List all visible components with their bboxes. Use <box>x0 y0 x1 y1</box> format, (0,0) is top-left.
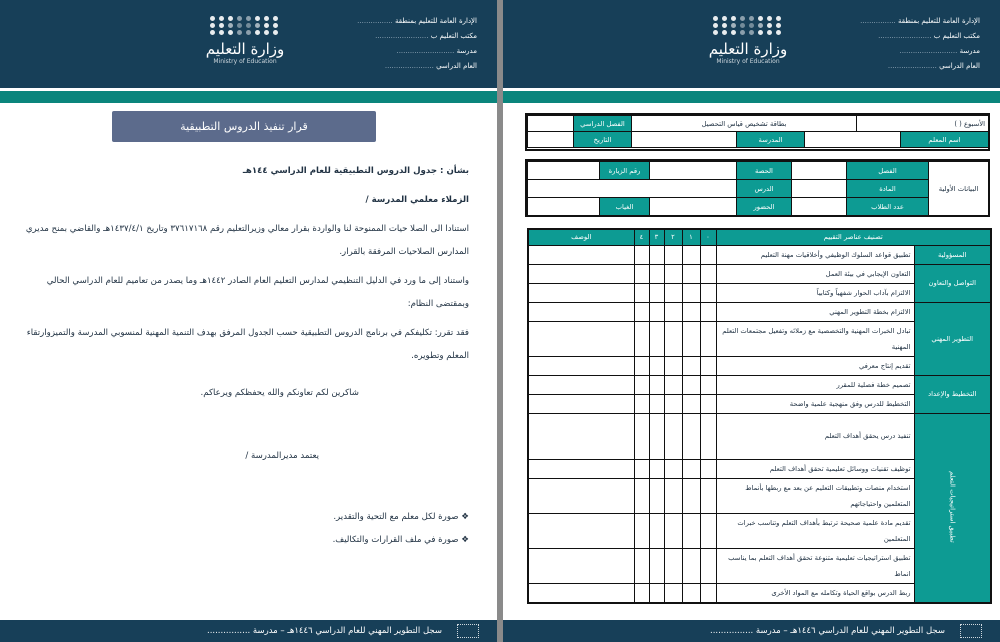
score-cell[interactable] <box>649 321 664 356</box>
score-cell[interactable] <box>634 302 649 321</box>
description-cell[interactable] <box>528 283 634 302</box>
ministry-logo <box>205 16 285 65</box>
score-cell[interactable] <box>634 245 649 264</box>
table-row <box>528 302 991 321</box>
right-page <box>503 0 1000 642</box>
category-label: التطوير المهني <box>931 334 974 343</box>
score-cell[interactable] <box>682 302 700 321</box>
score-cell[interactable] <box>649 394 664 413</box>
subject-label: المادة <box>847 180 929 198</box>
criterion: تطبيق استراتيجيات تعليمية متنوعة تحقق أهداف التعلم بما يناسب انماط <box>716 548 914 583</box>
description-cell[interactable] <box>528 513 634 548</box>
score-cell[interactable] <box>634 583 649 603</box>
score-cell[interactable] <box>664 478 682 513</box>
footer-text: سجل التطوير المهني للعام الدراسي ١٤٤٦هـ – مدرسة ................ <box>710 626 945 636</box>
score-cell[interactable] <box>634 548 649 583</box>
score-cell[interactable] <box>664 245 682 264</box>
score-cell[interactable] <box>634 513 649 548</box>
score-cell[interactable] <box>634 394 649 413</box>
score-cell[interactable] <box>664 356 682 375</box>
page-header <box>0 0 497 88</box>
criterion: الالتزام بخطة التطوير المهني <box>716 302 914 321</box>
category-label: المسؤولية <box>937 250 967 259</box>
score-cell[interactable] <box>664 583 682 603</box>
lesson-field[interactable] <box>528 180 737 198</box>
school-field[interactable] <box>632 132 737 148</box>
score-cell[interactable] <box>649 459 664 478</box>
score-cell[interactable] <box>700 356 716 375</box>
criterion: تقديم إنتاج معرفي <box>716 356 914 375</box>
score-cell[interactable] <box>634 283 649 302</box>
description-cell[interactable] <box>528 302 634 321</box>
teacher-field[interactable] <box>805 132 901 148</box>
category-label: التخطيط والإعداد <box>928 390 977 398</box>
score-cell[interactable] <box>649 283 664 302</box>
criterion: الالتزام بآداب الحوار شفهياً وكتابياً <box>716 283 914 302</box>
description-cell[interactable] <box>528 245 634 264</box>
page-header <box>503 0 1000 88</box>
header-band <box>503 91 1000 103</box>
copy-item: ❖ صورة في ملف القرارات والتكاليف. <box>332 535 469 545</box>
logo-text: وزارة التعليم <box>708 40 788 58</box>
students-label: عدد الطلاب <box>847 198 929 216</box>
left-page <box>0 0 497 642</box>
score-cell[interactable] <box>700 394 716 413</box>
score-cell[interactable] <box>664 321 682 356</box>
logo-text: وزارة التعليم <box>205 40 285 58</box>
description-cell[interactable] <box>528 264 634 283</box>
score-cell[interactable] <box>682 478 700 513</box>
score-cell[interactable] <box>649 245 664 264</box>
table-row <box>528 375 991 394</box>
category-cell <box>914 413 991 603</box>
copy-text: صورة لكل معلم مع التحية والتقدير. <box>333 512 459 522</box>
score-cell[interactable] <box>682 321 700 356</box>
subject-line: بشأن : جدول الدروس التطبيقية للعام الدراسي ١٤٤هـ <box>242 166 469 176</box>
score-cell[interactable] <box>682 413 700 459</box>
criterion: التخطيط للدرس وفق منهجية علمية واضحة <box>716 394 914 413</box>
score-cell[interactable] <box>664 548 682 583</box>
criterion: تقديم مادة علمية صحيحة ترتبط بأهداف التعلم وتناسب خبرات المتعلمين <box>716 513 914 548</box>
date-label: التاريخ <box>574 132 632 148</box>
score-cell[interactable] <box>664 394 682 413</box>
header-info: الإدارة العامة للتعليم بمنطقة ................ مكتب التعليم ب ........................ مدرسة .......................... العام الدراسي ...................... <box>357 17 477 70</box>
score-cell[interactable] <box>649 513 664 548</box>
score-cell[interactable] <box>700 264 716 283</box>
score-header: ٤ <box>634 229 649 245</box>
score-cell[interactable] <box>649 375 664 394</box>
present-label: الحضور <box>737 198 792 216</box>
score-cell[interactable] <box>682 548 700 583</box>
score-cell[interactable] <box>700 321 716 356</box>
criterion: استخدام منصات وتطبيقات التعليم عن بعد مع ربطها بأنماط المتعلمين واحتياجاتهم <box>716 478 914 513</box>
score-cell[interactable] <box>649 548 664 583</box>
score-cell[interactable] <box>682 394 700 413</box>
decision-body <box>24 160 469 552</box>
score-cell[interactable] <box>700 283 716 302</box>
score-cell[interactable] <box>634 459 649 478</box>
header-line: الإدارة العامة للتعليم بمنطقة <box>395 17 477 25</box>
score-cell[interactable] <box>634 375 649 394</box>
page-footer <box>0 620 497 642</box>
score-cell[interactable] <box>700 413 716 459</box>
score-cell[interactable] <box>700 548 716 583</box>
score-cell[interactable] <box>682 264 700 283</box>
header-line: مدرسة <box>456 47 477 55</box>
score-cell[interactable] <box>682 459 700 478</box>
footer-logo <box>960 624 982 638</box>
semester-field[interactable] <box>528 116 574 132</box>
score-cell[interactable] <box>682 375 700 394</box>
copy-item: ❖ صورة لكل معلم مع التحية والتقدير. <box>333 512 469 522</box>
period-label: الحصة <box>737 162 792 180</box>
score-cell[interactable] <box>634 413 649 459</box>
paragraph: استنادا الى الصلا حيات الممنوحة لنا والواردة بقرار معالي وزيرالتعليم رقم ٣٧٦١٧١٦٨ وتاريخ ١٤٣٧/٤/١هـ والقاضي بمنح مديري المدارس الصلاحيات المرفقة بالقرار. <box>25 224 469 257</box>
criterion: توظيف تقنيات ووسائل تعليمية تحقق أهداف التعلم <box>716 459 914 478</box>
desc-header: الوصف <box>528 229 634 245</box>
score-cell[interactable] <box>649 302 664 321</box>
copy-text: صورة في ملف القرارات والتكاليف. <box>332 535 459 545</box>
score-cell[interactable] <box>634 478 649 513</box>
header-table <box>527 115 989 148</box>
paragraph: فقد تقرر: تكليفكم في برنامج الدروس التطبيقية حسب الجدول المرفق بهدف التنمية المهنية لمنسوبي المدرسة والتميزوارتقاء المعلم وتطويره. <box>26 328 469 361</box>
score-cell[interactable] <box>664 283 682 302</box>
absent-field[interactable] <box>528 198 600 216</box>
category-cell <box>914 375 991 413</box>
description-cell[interactable] <box>528 394 634 413</box>
score-cell[interactable] <box>682 245 700 264</box>
description-cell[interactable] <box>528 375 634 394</box>
header-line: مدرسة <box>959 47 980 55</box>
header-line: مكتب التعليم ب <box>933 32 980 40</box>
score-cell[interactable] <box>634 264 649 283</box>
score-cell[interactable] <box>700 478 716 513</box>
category-label: تطبيق استراتيجيات التعلم <box>948 470 957 543</box>
score-cell[interactable] <box>634 356 649 375</box>
criterion: تنفيذ درس يحقق أهداف التعلم <box>716 413 914 459</box>
description-cell[interactable] <box>528 356 634 375</box>
description-cell[interactable] <box>528 478 634 513</box>
footer-text: سجل التطوير المهني للعام الدراسي ١٤٤٦هـ – مدرسة ................ <box>207 626 442 636</box>
criterion: ربط الدرس بواقع الحياة وتكامله مع المواد الأخرى <box>716 583 914 603</box>
class-label: الفصل <box>847 162 929 180</box>
logo-subtext: Ministry of Education <box>716 58 780 65</box>
score-cell[interactable] <box>682 583 700 603</box>
score-cell[interactable] <box>649 413 664 459</box>
date-field[interactable] <box>528 132 574 148</box>
category-label: التواصل والتعاون <box>928 279 976 287</box>
evaluation-table <box>527 228 992 604</box>
description-cell[interactable] <box>528 459 634 478</box>
criterion: تصميم خطة فصلية للمقرر <box>716 375 914 394</box>
visit-label: رقم الزيارة <box>600 162 650 180</box>
table-row <box>528 413 991 459</box>
school-label: المدرسة <box>737 132 805 148</box>
teacher-label: اسم المعلم <box>901 132 989 148</box>
score-cell[interactable] <box>664 413 682 459</box>
description-cell[interactable] <box>528 583 634 603</box>
score-cell[interactable] <box>649 356 664 375</box>
greeting: الزملاء معلمي المدرسة / <box>365 195 469 205</box>
subject-field[interactable] <box>792 180 847 198</box>
criterion: التعاون الإيجابي في بيئة العمل <box>716 264 914 283</box>
basic-data-table <box>527 161 989 216</box>
page-footer <box>503 620 1000 642</box>
eval-header: تصنيف عناصر التقييم <box>716 229 991 245</box>
score-cell[interactable] <box>664 264 682 283</box>
header-line: مكتب التعليم ب <box>430 32 477 40</box>
period-field[interactable] <box>650 162 737 180</box>
score-cell[interactable] <box>700 583 716 603</box>
score-cell[interactable] <box>682 283 700 302</box>
score-cell[interactable] <box>649 264 664 283</box>
card-title: بطاقة تشخيص قياس التحصيل <box>632 116 857 132</box>
footer-logo <box>457 624 479 638</box>
thanks: شاكرين لكم تعاونكم والله يحفظكم ويرعاكم. <box>200 388 359 398</box>
category-cell <box>914 245 991 264</box>
ministry-logo <box>708 16 788 65</box>
description-cell[interactable] <box>528 548 634 583</box>
score-cell[interactable] <box>664 375 682 394</box>
score-cell[interactable] <box>700 375 716 394</box>
score-cell[interactable] <box>649 478 664 513</box>
score-header: ٢ <box>664 229 682 245</box>
semester-label: الفصل الدراسي <box>574 116 632 132</box>
score-header: ٣ <box>649 229 664 245</box>
score-cell[interactable] <box>664 513 682 548</box>
description-cell[interactable] <box>528 413 634 459</box>
score-header: ١ <box>682 229 700 245</box>
score-cell[interactable] <box>649 583 664 603</box>
score-cell[interactable] <box>634 321 649 356</box>
absent-label: الغياب <box>600 198 650 216</box>
score-header: ٠ <box>700 229 716 245</box>
header-line: العام الدراسي <box>939 62 980 70</box>
header-line: الإدارة العامة للتعليم بمنطقة <box>898 17 980 25</box>
criterion: تطبيق قواعد السلوك الوظيفي وأخلاقيات مهنة التعليم <box>716 245 914 264</box>
table-row <box>528 245 991 264</box>
logo-subtext: Ministry of Education <box>213 58 277 65</box>
students-field[interactable] <box>792 198 847 216</box>
approval: يعتمد مديرالمدرسة / <box>245 451 319 461</box>
score-cell[interactable] <box>700 245 716 264</box>
description-cell[interactable] <box>528 321 634 356</box>
page-title: قرار تنفيذ الدروس التطبيقية <box>112 111 376 142</box>
class-field[interactable] <box>792 162 847 180</box>
week-cell: الأسبوع ( ) <box>857 116 989 132</box>
score-cell[interactable] <box>700 459 716 478</box>
header-info: الإدارة العامة للتعليم بمنطقة ................ مكتب التعليم ب ........................ مدرسة .......................... العام الدراسي ...................... <box>860 17 980 70</box>
paragraph: واستناد إلى ما ورد في الدليل التنظيمي لمدارس التعليم العام الصادر ١٤٤٢هـ وما يصدر من تعاميم للعام الدراسي الحالي وبمقتضى النظام: <box>46 276 469 309</box>
header-band <box>0 91 497 103</box>
header-line: العام الدراسي <box>436 62 477 70</box>
category-cell <box>914 302 991 375</box>
section-label: البيانات الأولية <box>929 162 989 216</box>
score-cell[interactable] <box>700 302 716 321</box>
score-cell[interactable] <box>664 459 682 478</box>
lesson-label: الدرس <box>737 180 792 198</box>
present-field[interactable] <box>650 198 737 216</box>
table-row <box>528 264 991 283</box>
score-cell[interactable] <box>682 513 700 548</box>
score-cell[interactable] <box>682 356 700 375</box>
category-cell <box>914 264 991 302</box>
criterion: تبادل الخبرات المهنية والتخصصية مع زملائه وتفعيل مجتمعات التعلم المهنية <box>716 321 914 356</box>
score-cell[interactable] <box>664 302 682 321</box>
score-cell[interactable] <box>700 513 716 548</box>
visit-field[interactable] <box>528 162 600 180</box>
